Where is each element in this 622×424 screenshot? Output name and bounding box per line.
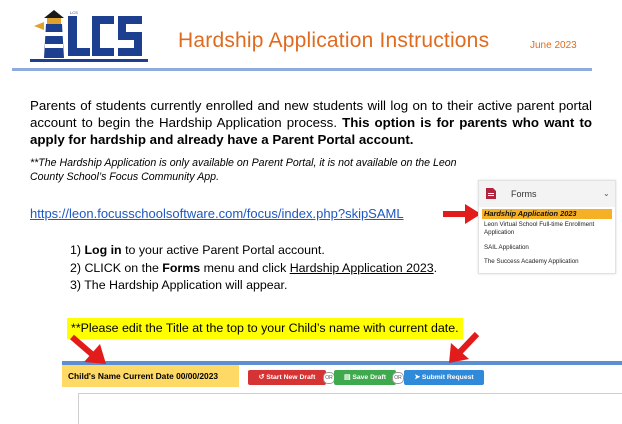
edit-title-note: **Please edit the Title at the top to your Child’s name with current date.: [67, 318, 463, 339]
page-title: Hardship Application Instructions: [178, 29, 490, 52]
forms-menu-panel: [478, 180, 616, 274]
step-1-number: 1): [70, 243, 85, 257]
red-arrow-down-right-icon: [68, 334, 110, 366]
save-draft-label: Save Draft: [352, 374, 386, 381]
start-new-draft-button[interactable]: [248, 370, 326, 385]
step-2-end: .: [433, 260, 438, 275]
forms-menu-header[interactable]: [479, 181, 615, 207]
document-icon: [486, 188, 496, 199]
save-draft-button[interactable]: [334, 370, 396, 385]
submit-request-label: Submit Request: [421, 374, 474, 381]
step-2-mid: menu and click: [200, 260, 290, 275]
forms-item-sail-application[interactable]: SAIL Application: [484, 244, 529, 251]
intro-bold-text: This option is for parents who want to apply for hardship and already have a Parent Portal account.: [30, 115, 592, 147]
step-1: [70, 242, 437, 260]
availability-note: **The Hardship Application is only available on Parent Portal, it is not available on the Leon County School’s Focus Community App.: [30, 157, 457, 183]
or-separator: OR: [392, 372, 404, 384]
step-2-link: Hardship Application 2023: [289, 260, 434, 275]
undo-icon: ↺: [258, 374, 265, 381]
intro-text: Parents of students currently enrolled and new students will log on to their active parent portal account to begin the Hardship Application process.: [30, 98, 592, 130]
red-arrow-right-icon: [442, 203, 482, 225]
step-1-bold: Log in: [84, 243, 122, 257]
document-date: June 2023: [530, 40, 577, 51]
header-divider: [12, 68, 592, 71]
step-2-text: 2) CLICK on the: [70, 260, 163, 275]
forms-item-hardship-application[interactable]: Hardship Application 2023: [482, 209, 612, 219]
forms-item-success-academy[interactable]: The Success Academy Application: [484, 258, 579, 265]
red-arrow-down-left-icon: [447, 331, 481, 365]
or-separator: OR: [323, 372, 335, 384]
parent-portal-link[interactable]: https://leon.focusschoolsoftware.com/focus/index.php?skipSAML: [30, 206, 404, 221]
step-2-bold: Forms: [162, 260, 201, 275]
step-3: 3) The Hardship Application will appear.: [70, 278, 288, 293]
lighthouse-icon: [34, 10, 64, 58]
steps-list: [70, 242, 437, 295]
start-new-draft-label: Start New Draft: [266, 374, 316, 381]
chevron-down-icon: ⌄: [603, 189, 610, 198]
lcs-logo: [30, 8, 148, 64]
save-icon: ▤: [344, 374, 351, 381]
forms-item-leon-virtual-school[interactable]: Leon Virtual School Full-time Enrollment Application: [484, 221, 595, 236]
application-editor-area[interactable]: [78, 393, 622, 424]
intro-paragraph: [30, 97, 592, 148]
application-title-field[interactable]: Child's Name Current Date 00/00/2023: [62, 365, 239, 387]
send-icon: ➤: [414, 374, 421, 381]
forms-menu-label: Forms: [511, 189, 537, 199]
step-2: [70, 260, 437, 278]
step-1-text: to your active Parent Portal account.: [121, 243, 325, 257]
logo-text: LCS: [70, 10, 78, 15]
submit-request-button[interactable]: [404, 370, 484, 385]
